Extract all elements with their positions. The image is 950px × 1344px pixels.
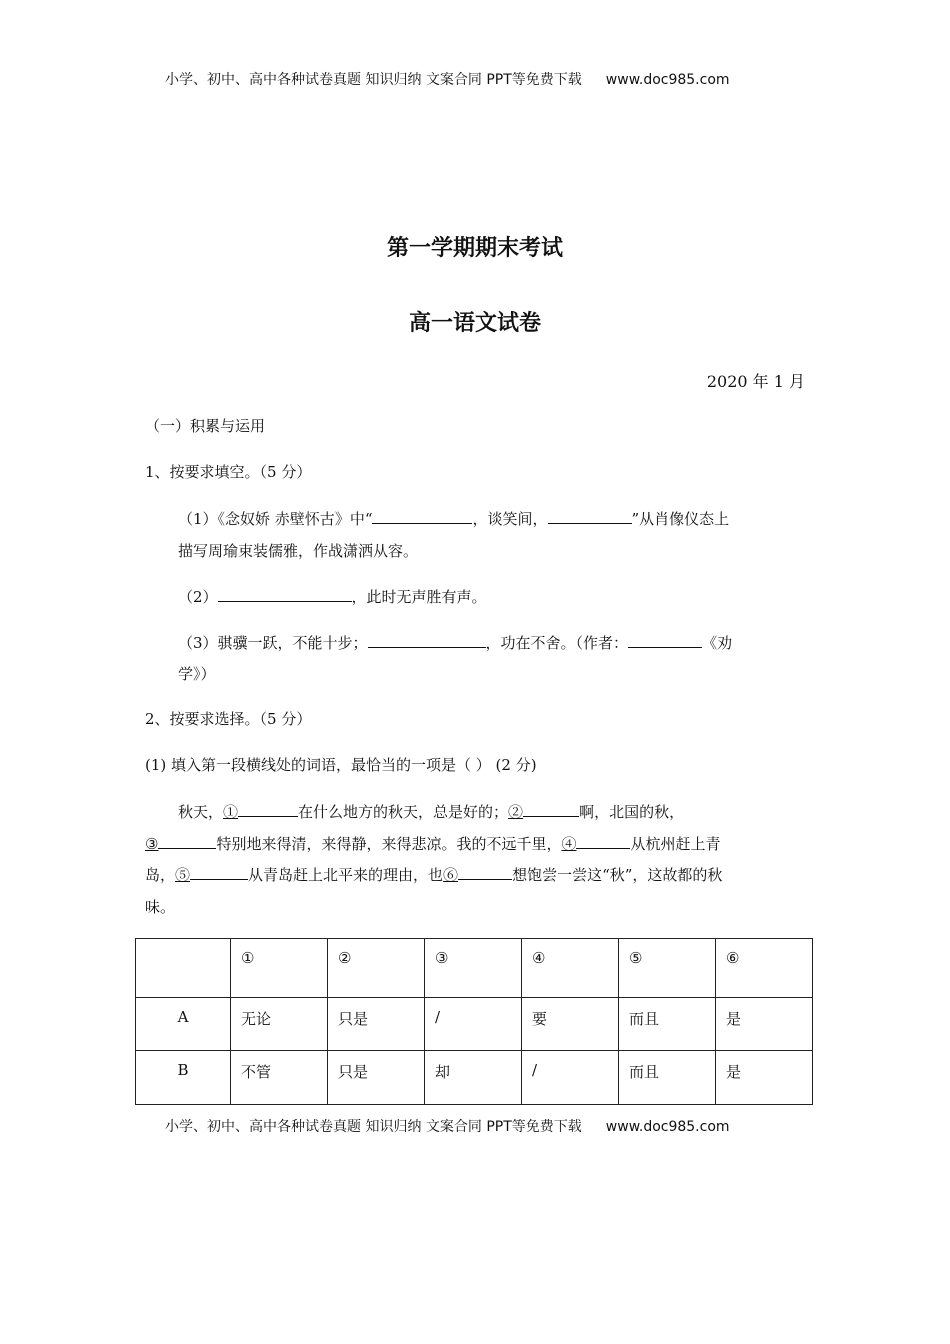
table-cell: ⑤ bbox=[619, 939, 716, 998]
passage-line-4: 味。 bbox=[145, 898, 176, 916]
table-cell: 无论 bbox=[231, 998, 328, 1051]
table-cell: ⑥ bbox=[716, 939, 813, 998]
table-row bbox=[136, 1051, 813, 1105]
table-cell: ③ bbox=[425, 939, 522, 998]
table-cell: 是 bbox=[716, 1051, 813, 1105]
text: ，功在不舍。（作者： bbox=[485, 634, 629, 652]
answer-options-table bbox=[135, 938, 813, 1105]
table-row bbox=[136, 998, 813, 1051]
table-cell: / bbox=[425, 998, 522, 1051]
exam-date: 2020 年 1 月 bbox=[706, 372, 805, 391]
circled-number: ③ bbox=[145, 835, 159, 853]
text: 想饱尝一尝这“秋”，这故都的秋 bbox=[512, 866, 723, 884]
blank[interactable] bbox=[576, 834, 630, 849]
passage-line-2 bbox=[145, 833, 721, 854]
text: 秋天， bbox=[178, 803, 224, 821]
section-heading: （一）积累与运用 bbox=[145, 417, 266, 435]
blank[interactable] bbox=[523, 802, 579, 817]
q2-sub-question: (1) 填入第一段横线处的词语，最恰当的一项是（ ） (2 分) bbox=[145, 756, 537, 774]
passage-line-3 bbox=[145, 864, 722, 885]
table-cell: 只是 bbox=[328, 1051, 425, 1105]
circled-number: ⑤ bbox=[175, 866, 191, 884]
table-cell: 不管 bbox=[231, 1051, 328, 1105]
blank[interactable] bbox=[548, 509, 632, 524]
table-cell: 只是 bbox=[328, 998, 425, 1051]
footer-text: 小学、初中、高中各种试卷真题 知识归纳 文案合同 PPT等免费下载 bbox=[165, 1119, 582, 1135]
page-header bbox=[165, 69, 730, 89]
table-cell: ② bbox=[328, 939, 425, 998]
text: 从青岛赶上北平来的理由，也 bbox=[248, 866, 444, 884]
text: 啊，北国的秋， bbox=[579, 803, 685, 821]
table-cell: 而且 bbox=[619, 998, 716, 1051]
circled-number: ① bbox=[223, 803, 239, 821]
page-footer bbox=[165, 1116, 730, 1136]
blank[interactable] bbox=[158, 834, 216, 849]
text: （2） bbox=[178, 588, 218, 606]
table-cell: 要 bbox=[522, 998, 619, 1051]
table-cell: ④ bbox=[522, 939, 619, 998]
table-header-row bbox=[136, 939, 813, 998]
text: （1）《念奴娇 赤壁怀古》中“ bbox=[178, 510, 373, 528]
option-label: B bbox=[136, 1051, 231, 1105]
q1-item-1-cont: 描写周瑜束装儒雅，作战潇洒从容。 bbox=[178, 542, 419, 560]
text: 在什么地方的秋天，总是好的； bbox=[298, 803, 509, 821]
table-cell bbox=[136, 939, 231, 998]
text: 岛， bbox=[145, 866, 176, 884]
q1-item-3 bbox=[178, 632, 732, 653]
text: （3）骐骥一跃，不能十步； bbox=[178, 634, 368, 652]
blank[interactable] bbox=[218, 587, 352, 602]
passage-line-1 bbox=[178, 801, 684, 822]
question-1-label: 1、按要求填空。（5 分） bbox=[145, 463, 312, 481]
text: 从杭州赶上青 bbox=[630, 835, 721, 853]
text: ，此时无声胜有声。 bbox=[351, 588, 487, 606]
header-url[interactable]: www.doc985.com bbox=[605, 72, 730, 88]
text: 特别地来得清，来得静，来得悲凉。我的不远千里， bbox=[216, 835, 562, 853]
exam-title: 第一学期期末考试 bbox=[386, 235, 563, 261]
table-cell: / bbox=[522, 1051, 619, 1105]
table-cell: 而且 bbox=[619, 1051, 716, 1105]
q1-item-1 bbox=[178, 508, 729, 529]
footer-url[interactable]: www.doc985.com bbox=[605, 1119, 730, 1135]
circled-number: ② bbox=[508, 803, 524, 821]
blank[interactable] bbox=[368, 633, 486, 648]
circled-number: ④ bbox=[561, 835, 577, 853]
q1-item-3-cont: 学》） bbox=[178, 665, 216, 683]
table-cell: 是 bbox=[716, 998, 813, 1051]
circled-number: ⑥ bbox=[443, 866, 459, 884]
exam-subtitle: 高一语文试卷 bbox=[408, 310, 541, 336]
text: ”从肖像仪态上 bbox=[631, 510, 730, 528]
blank[interactable] bbox=[458, 865, 512, 880]
table-cell: ① bbox=[231, 939, 328, 998]
blank[interactable] bbox=[628, 633, 702, 648]
q1-item-2 bbox=[178, 586, 487, 607]
blank[interactable] bbox=[238, 802, 298, 817]
blank[interactable] bbox=[372, 509, 472, 524]
table-cell: 却 bbox=[425, 1051, 522, 1105]
text: ，谈笑间， bbox=[472, 510, 548, 528]
header-text: 小学、初中、高中各种试卷真题 知识归纳 文案合同 PPT等免费下载 bbox=[165, 72, 582, 88]
option-label: A bbox=[136, 998, 231, 1051]
question-2-label: 2、按要求选择。（5 分） bbox=[145, 710, 312, 728]
text: 《劝 bbox=[702, 634, 733, 652]
blank[interactable] bbox=[190, 865, 248, 880]
